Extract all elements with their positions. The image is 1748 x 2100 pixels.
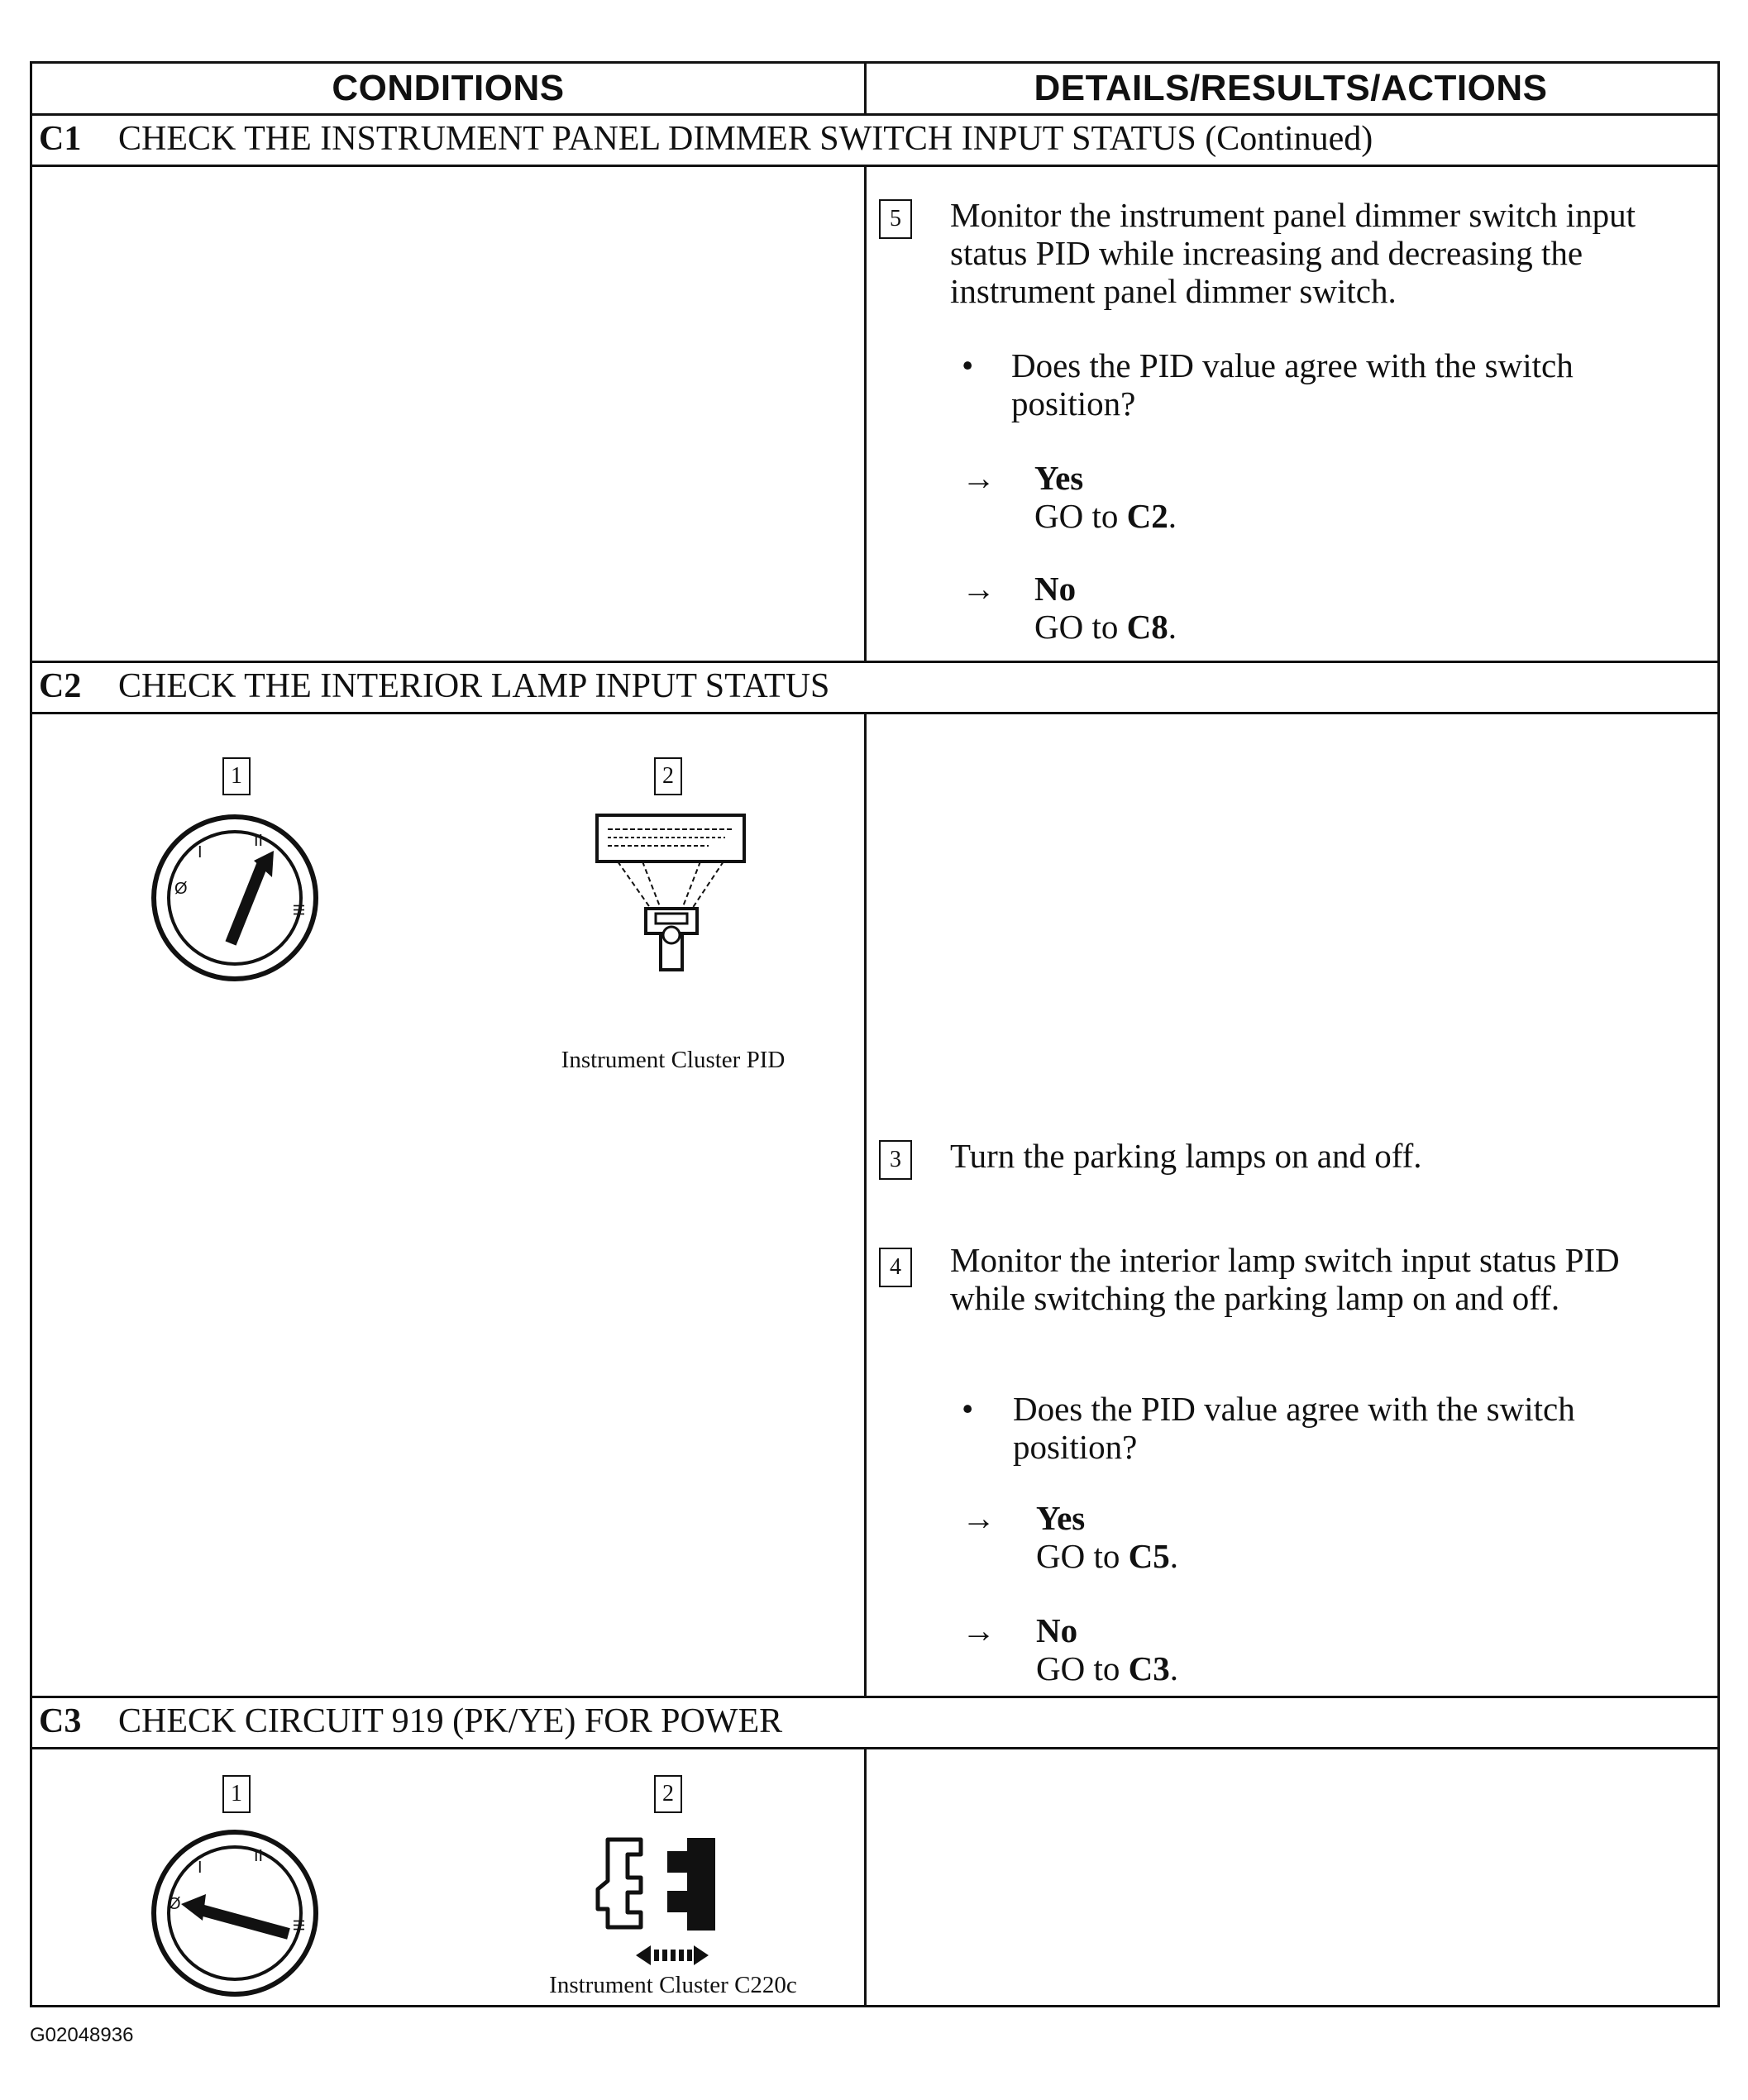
question-text: Does the PID value agree with the switch position? [1011, 346, 1574, 422]
figure-number-1: 1 [222, 1775, 251, 1813]
step-5-text: Monitor the instrument panel dimmer switch input status PID while increasing and decreasing the instrument panel dimmer switch. [950, 196, 1636, 310]
arrow-icon: → [962, 1611, 996, 1649]
details-header: DETAILS/RESULTS/ACTIONS [1034, 68, 1548, 108]
section-c2-body [32, 712, 1717, 1698]
table-header [32, 64, 1717, 116]
conditions-header: CONDITIONS [32, 64, 867, 113]
yes-label: Yes [1036, 1499, 1086, 1537]
step-4-text: Monitor the interior lamp switch input status PID while switching the parking lamp on and off. [950, 1241, 1620, 1317]
yes-action: GO to C5. [1036, 1537, 1178, 1575]
bullet-icon: • [962, 346, 974, 384]
svg-text:I: I [198, 1859, 203, 1877]
no-action: GO to C8. [1034, 608, 1177, 646]
section-c3-id: C3 [39, 1702, 82, 1740]
section-c3-body [32, 1747, 1717, 2005]
section-c1-id: C1 [39, 120, 82, 158]
step-number-3: 3 [879, 1140, 912, 1180]
svg-text:III: III [290, 904, 307, 917]
connector-icon [585, 1823, 750, 1972]
figure-caption: Instrument Cluster PID [561, 1047, 786, 1073]
figure-number-1: 1 [222, 757, 251, 795]
section-c1-header [32, 113, 1717, 167]
section-c2-id: C2 [39, 667, 82, 705]
scan-tool-icon [585, 811, 758, 976]
arrow-icon: → [962, 459, 996, 497]
ignition-switch-icon [148, 811, 322, 985]
arrow-icon: → [962, 1499, 996, 1537]
section-c1-body [32, 165, 1717, 663]
svg-text:Ø: Ø [168, 1895, 181, 1913]
diagnostic-table [30, 61, 1720, 2007]
step-number-5: 5 [879, 199, 912, 239]
figure-caption: Instrument Cluster C220c [549, 1972, 797, 1998]
step-3-text: Turn the parking lamps on and off. [950, 1137, 1422, 1175]
bullet-icon: • [962, 1390, 974, 1428]
svg-text:III: III [290, 1919, 307, 1932]
no-label: No [1034, 570, 1077, 608]
yes-action: GO to C2. [1034, 497, 1177, 535]
question-text: Does the PID value agree with the switch position? [1013, 1390, 1575, 1466]
figure-number-2: 2 [654, 757, 682, 795]
image-id: G02048936 [30, 2024, 134, 2046]
section-c2-header [32, 661, 1717, 714]
section-c1-title: CHECK THE INSTRUMENT PANEL DIMMER SWITCH INPUT STATUS (Continued) [118, 120, 1373, 158]
figure-number-2: 2 [654, 1775, 682, 1813]
svg-text:II: II [254, 832, 264, 850]
svg-text:II: II [254, 1847, 264, 1865]
yes-label: Yes [1034, 459, 1084, 497]
no-label: No [1036, 1611, 1078, 1649]
arrow-icon: → [962, 570, 996, 608]
section-c2-title: CHECK THE INTERIOR LAMP INPUT STATUS [118, 667, 830, 705]
section-c3-title: CHECK CIRCUIT 919 (PK/YE) FOR POWER [118, 1702, 783, 1740]
step-number-4: 4 [879, 1248, 912, 1287]
section-c3-header [32, 1696, 1717, 1749]
no-action: GO to C3. [1036, 1649, 1178, 1687]
svg-text:Ø: Ø [174, 880, 188, 898]
svg-text:I: I [198, 843, 203, 861]
ignition-switch-icon [148, 1826, 322, 2000]
